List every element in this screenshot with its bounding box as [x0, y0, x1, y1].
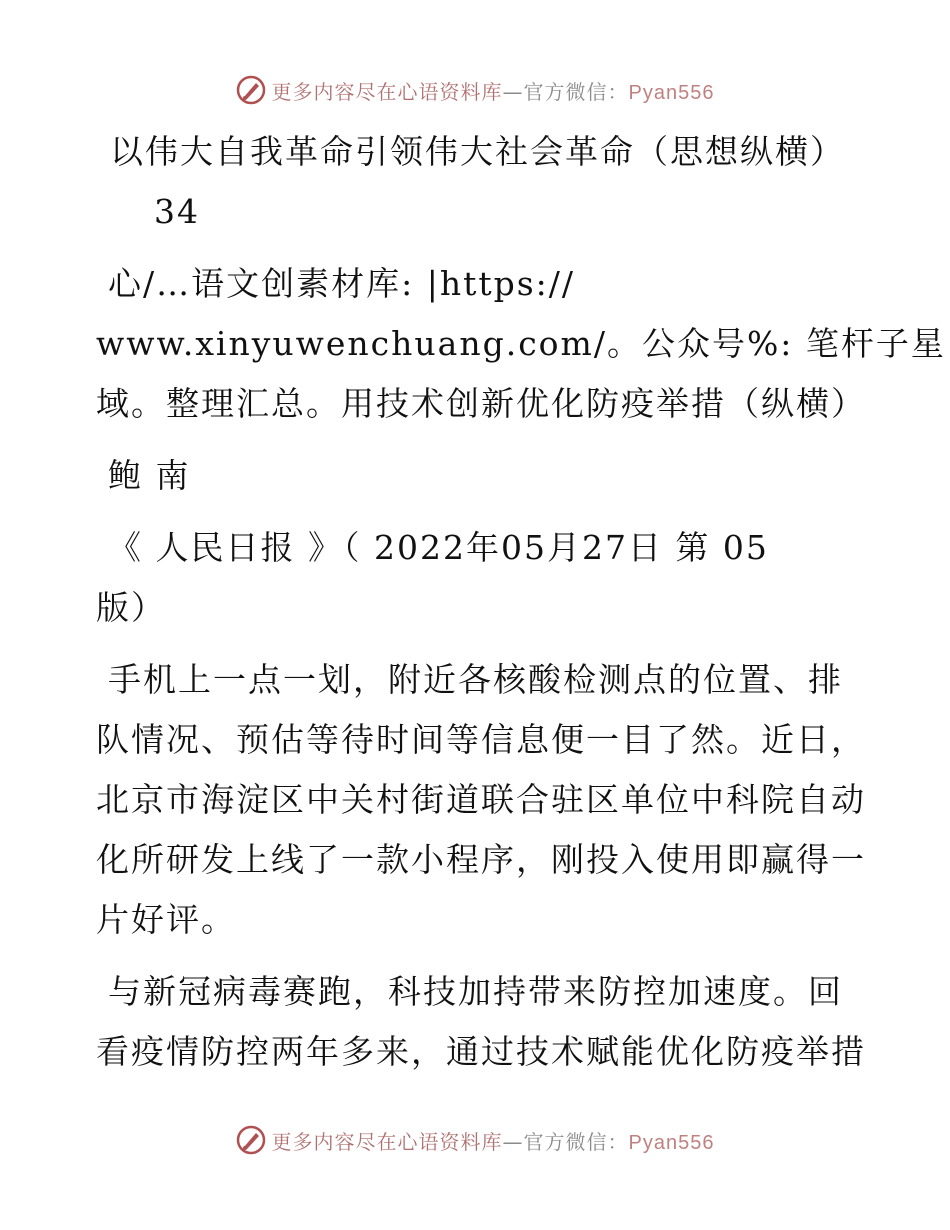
paragraph-line: 化所研发上线了一款小程序，刚投入使用即赢得一 [96, 840, 866, 879]
paragraph-line: 看疫情防控两年多来，通过技术赋能优化防疫举措 [96, 1032, 866, 1071]
watermark-text [272, 1126, 715, 1155]
document-body [96, 122, 946, 1082]
pen-logo-icon [236, 75, 266, 105]
source-line: www.xinyuwenchuang.com/。公众号%: 笔杆子星 [96, 324, 946, 363]
author-name: 鲍 南 [108, 456, 191, 495]
source-line: 心/…语文创素材库: |https:// [108, 264, 576, 303]
watermark-wechat-label: —官方微信： [502, 1129, 629, 1154]
document-title: 以伟大自我革命引领伟大社会革命（思想纵横） [110, 132, 845, 171]
paragraph-line: 手机上一点一划，附近各核酸检测点的位置、排 [108, 660, 843, 699]
watermark-main: 更多内容尽在心语资料库 [271, 1129, 503, 1154]
paragraph-line: 与新冠病毒赛跑，科技加持带来防控加速度。回 [108, 972, 843, 1011]
watermark-wechat-label: —官方微信： [502, 79, 629, 104]
watermark-main: 更多内容尽在心语资料库 [271, 79, 503, 104]
watermark-footer [0, 1120, 950, 1160]
watermark-header [0, 70, 950, 110]
source-line: 域。整理汇总。用技术创新优化防疫举措（纵横） [96, 384, 866, 423]
publication-info: 版） [96, 588, 166, 627]
paragraph-line: 片好评。 [96, 900, 236, 939]
watermark-wechat-id: Pyan556 [628, 81, 715, 104]
page-number: 34 [154, 192, 200, 231]
publication-info: 《 人民日报 》（ 2022年05月27日 第 05 [108, 528, 769, 567]
pen-logo-icon [236, 1125, 266, 1155]
paragraph-line: 北京市海淀区中关村街道联合驻区单位中科院自动 [96, 780, 866, 819]
paragraph-line: 队情况、预估等待时间等信息便一目了然。近日， [96, 720, 866, 759]
watermark-wechat-id: Pyan556 [628, 1131, 715, 1154]
watermark-text [272, 76, 715, 105]
